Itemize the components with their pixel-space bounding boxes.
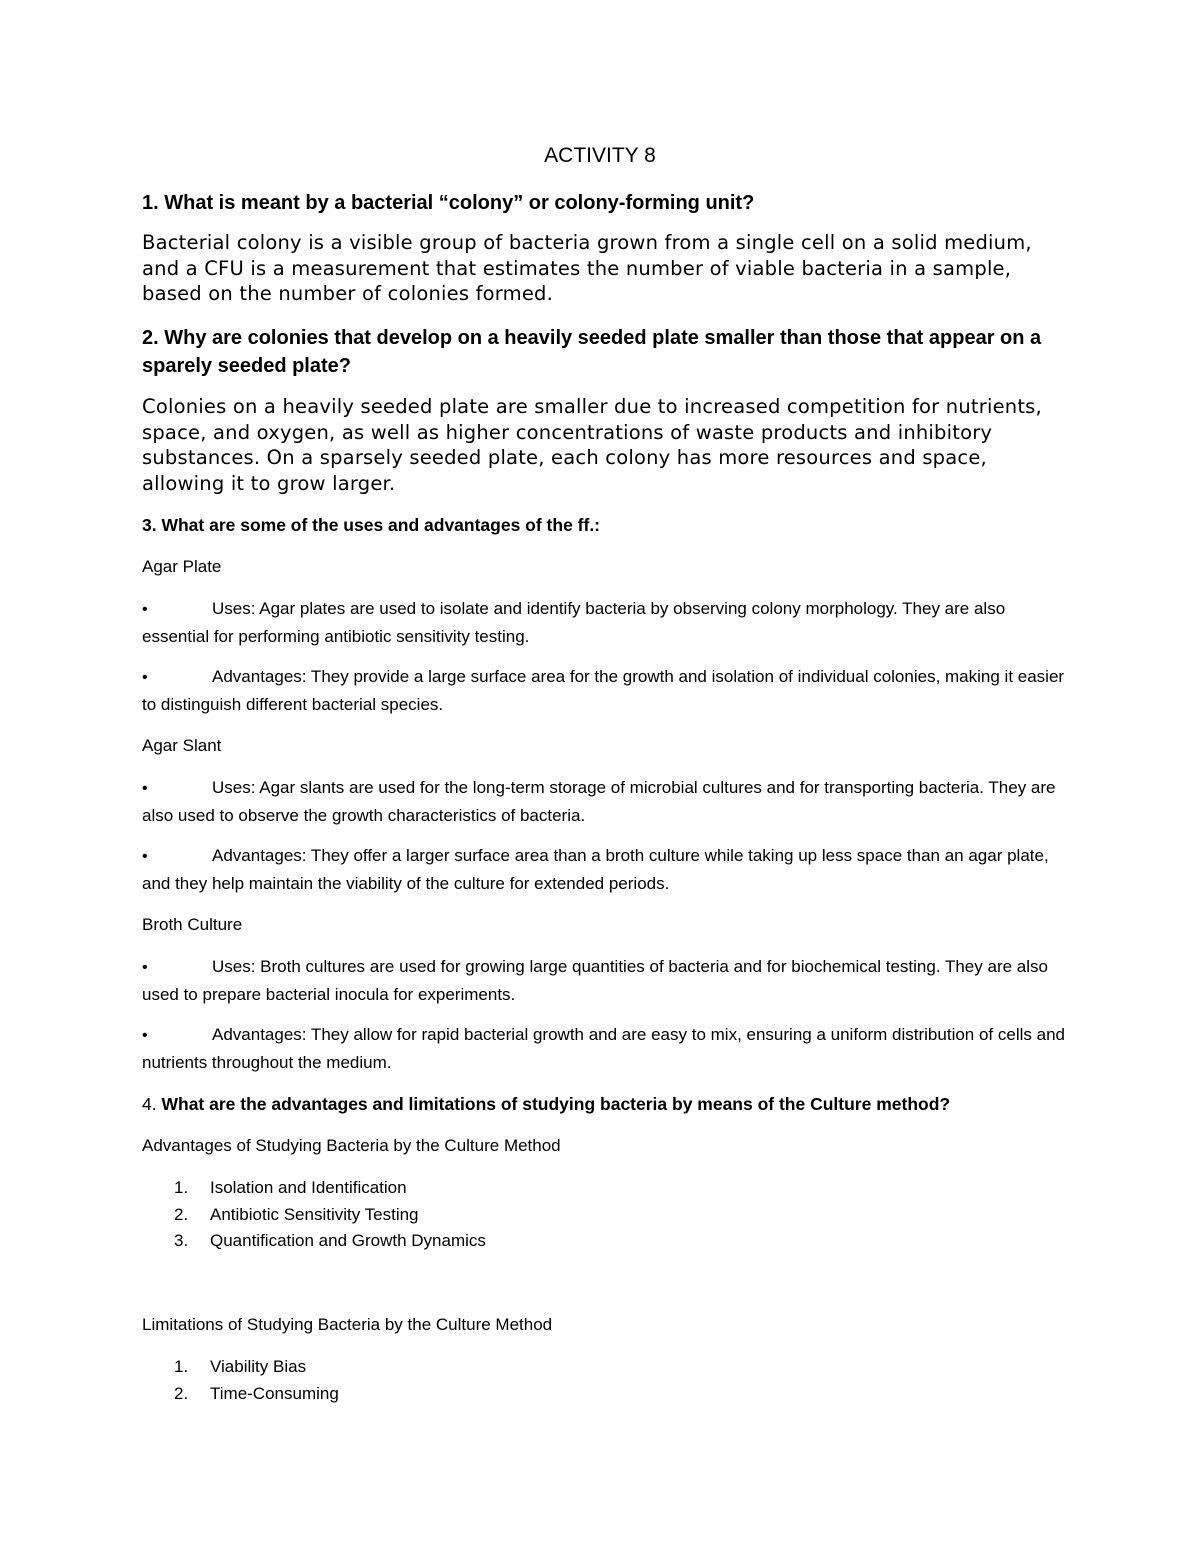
answer-2: Colonies on a heavily seeded plate are smaller due to increased competition for nutrients, space, and oxygen, as well as higher concentrations of waste products and inhibitory substances. On a sparsely seeded plate, each colony has more resources and space, allowing it to grow larger. [142,395,1042,495]
agar-slant-advantages-text: Advantages: They offer a larger surface area than a broth culture while taking up less space than an agar plate, and they help maintain the viability of the culture for extended periods. [142,846,1049,893]
agar-slant-heading: Agar Slant [142,736,222,755]
list-item: 1. Isolation and Identification [174,1178,407,1197]
limitations-heading: Limitations of Studying Bacteria by the Culture Method [142,1315,553,1334]
question-4 [142,1091,1062,1117]
agar-slant-advantages [142,843,1072,897]
advantages-heading: Advantages of Studying Bacteria by the Culture Method [142,1136,561,1155]
question-4-number: 4. [142,1094,157,1114]
page-title: ACTIVITY 8 [544,144,656,167]
agar-plate-advantages-text: Advantages: They provide a large surface area for the growth and isolation of individual colonies, making it easier to distinguish different bacterial species. [142,667,1065,714]
agar-slant-uses [142,775,1072,829]
question-1: 1. What is meant by a bacterial “colony” or colony-forming unit? [142,192,755,214]
broth-culture-heading: Broth Culture [142,915,243,934]
broth-culture-uses [142,954,1072,1008]
agar-slant-uses-text: Uses: Agar slants are used for the long-term storage of microbial cultures and for transporting bacteria. They are also used to observe the growth characteristics of bacteria. [142,778,1056,825]
bullet-icon: • [142,848,148,865]
limitations-list [142,1354,1042,1407]
agar-plate-uses [142,596,1072,650]
list-item: 2. Antibiotic Sensitivity Testing [174,1204,419,1224]
list-item: 2. Time-Consuming [174,1383,339,1403]
agar-plate-uses-text: Uses: Agar plates are used to isolate and identify bacteria by observing colony morphology. They are also essential for performing antibiotic sensitivity testing. [142,599,1006,646]
bullet-icon: • [142,601,148,618]
agar-plate-heading: Agar Plate [142,557,222,576]
agar-plate-advantages [142,664,1072,718]
answer-1: Bacterial colony is a visible group of bacteria grown from a single cell on a solid medium, and a CFU is a measurement that estimates the number of viable bacteria in a sample, based on the number of colonies formed. [142,231,1032,305]
broth-culture-advantages-text: Advantages: They allow for rapid bacterial growth and are easy to mix, ensuring a uniform distribution of cells and nutrients throughout the medium. [142,1025,1065,1072]
bullet-icon: • [142,780,148,797]
question-2: 2. Why are colonies that develop on a heavily seeded plate smaller than those that appear on a sparely seeded plate? [142,327,1042,377]
bullet-icon: • [142,959,148,976]
bullet-icon: • [142,669,148,686]
broth-culture-advantages [142,1022,1072,1076]
list-item: 3. Quantification and Growth Dynamics [174,1231,486,1250]
question-3: 3. What are some of the uses and advantages of the ff.: [142,515,601,535]
question-4-text: What are the advantages and limitations of studying bacteria by means of the Culture method? [161,1094,951,1114]
advantages-list [142,1175,1042,1255]
list-item: 1. Viability Bias [174,1357,307,1376]
bullet-icon: • [142,1027,148,1044]
broth-culture-uses-text: Uses: Broth cultures are used for growing large quantities of bacteria and for biochemical testing. They are also used to prepare bacterial inocula for experiments. [142,957,1048,1004]
